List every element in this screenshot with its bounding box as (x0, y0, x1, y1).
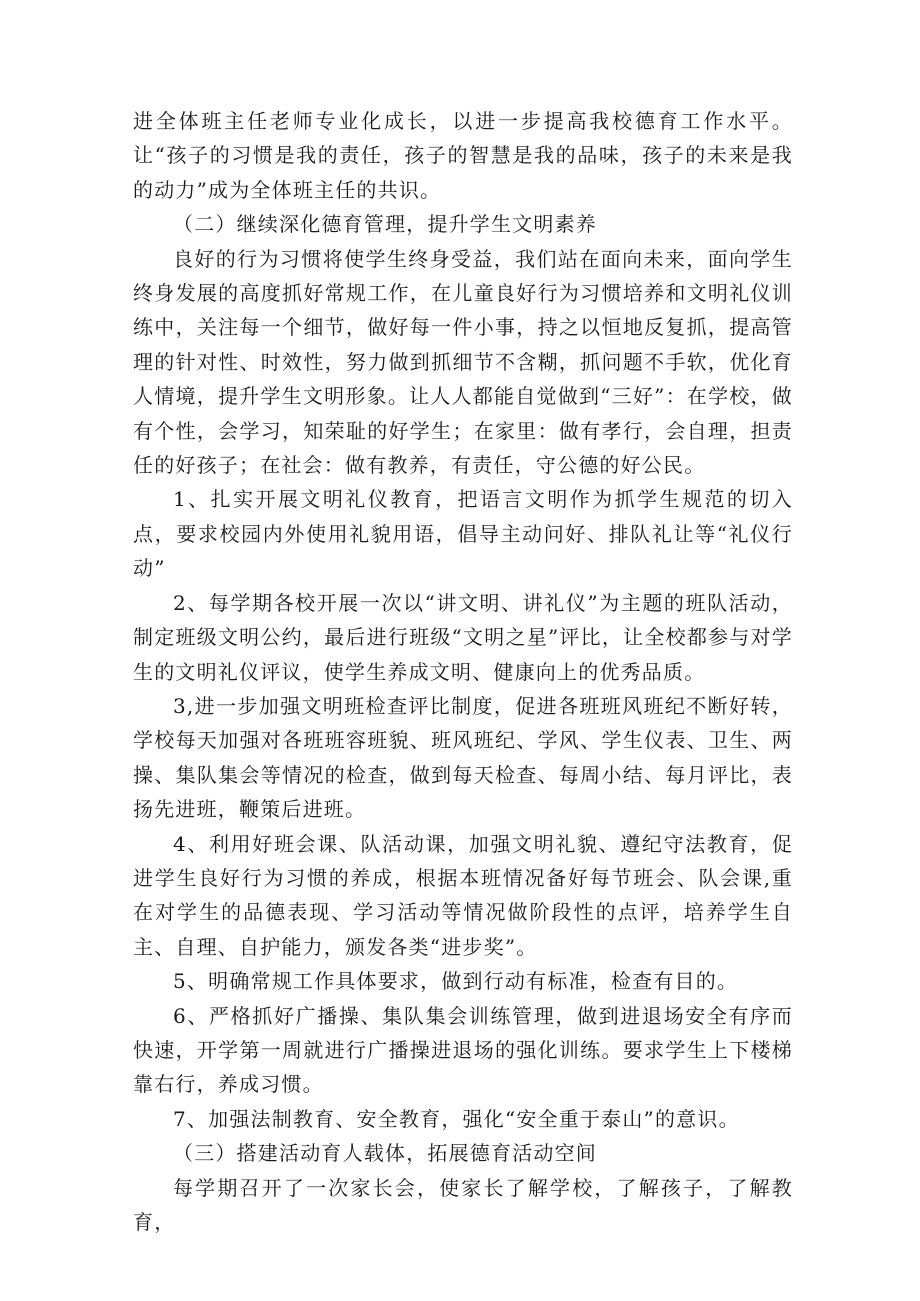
list-item-5: 5、明确常规工作具体要求，做到行动有标准，检查有目的。 (173, 969, 739, 994)
list-item-6: 6、严格抓好广播操、集队集会训练管理，做到进退场安全有序而快速，开学第一周就进行广播操进退场的强化训练。要求学生上下楼梯靠右行，养成习惯。 (133, 1003, 793, 1097)
list-item-4: 4、利用好班会课、队活动课，加强文明礼貌、遵纪守法教育，促进学生良好行为习惯的养成，根据本班情况备好每节班会、队会课,重在对学生的品德表现、学习活动等情况做阶段性的点评，培养学生自主、自理、自护能力，颁发各类“进步奖”。 (133, 831, 793, 959)
paragraph-parent-meeting: 每学期召开了一次家长会，使家长了解学校，了解孩子，了解教育， (133, 1175, 793, 1234)
section-heading-2: （二）继续深化德育管理，提升学生文明素养 (173, 212, 597, 237)
list-item-1: 1、扎实开展文明礼仪教育，把语言文明作为抓学生规范的切入点，要求校园内外使用礼貌用语，倡导主动问好、排队礼让等“礼仪行动” (133, 487, 793, 581)
list-item-2: 2、每学期各校开展一次以“讲文明、讲礼仪”为主题的班队活动，制定班级文明公约，最后进行班级“文明之星”评比，让全校都参与对学生的文明礼仪评议，使学生养成文明、健康向上的优秀品质。 (133, 590, 793, 684)
paragraph-continuation: 进全体班主任老师专业化成长，以进一步提高我校德育工作水平。让“孩子的习惯是我的责任，孩子的智慧是我的品味，孩子的未来是我的动力”成为全体班主任的共识。 (133, 109, 793, 202)
document-body (133, 104, 793, 1239)
section-heading-3: （三）搭建活动育人载体，拓展德育活动空间 (173, 1141, 597, 1166)
paragraph-behavior-habits: 良好的行为习惯将使学生终身受益，我们站在面向未来，面向学生终身发展的高度抓好常规工作，在儿童良好行为习惯培养和文明礼仪训练中，关注每一个细节，做好每一件小事，持之以恒地反复抓，提高管理的针对性、时效性，努力做到抓细节不含糊，抓问题不手软，优化育人情境，提升学生文明形象。让人人都能自觉做到“三好”：在学校，做有个性，会学习，知荣耻的好学生；在家里：做有孝行，会自理，担责任的好孩子；在社会：做有教养，有责任，守公德的好公民。 (133, 246, 793, 478)
list-item-7: 7、加强法制教育、安全教育，强化“安全重于泰山”的意识。 (173, 1106, 740, 1131)
list-item-3: 3,进一步加强文明班检查评比制度，促进各班班风班纪不断好转，学校每天加强对各班班容班貌、班风班纪、学风、学生仪表、卫生、两操、集队集会等情况的检查，做到每天检查、每周小结、每月评比，表扬先进班，鞭策后进班。 (133, 693, 793, 822)
